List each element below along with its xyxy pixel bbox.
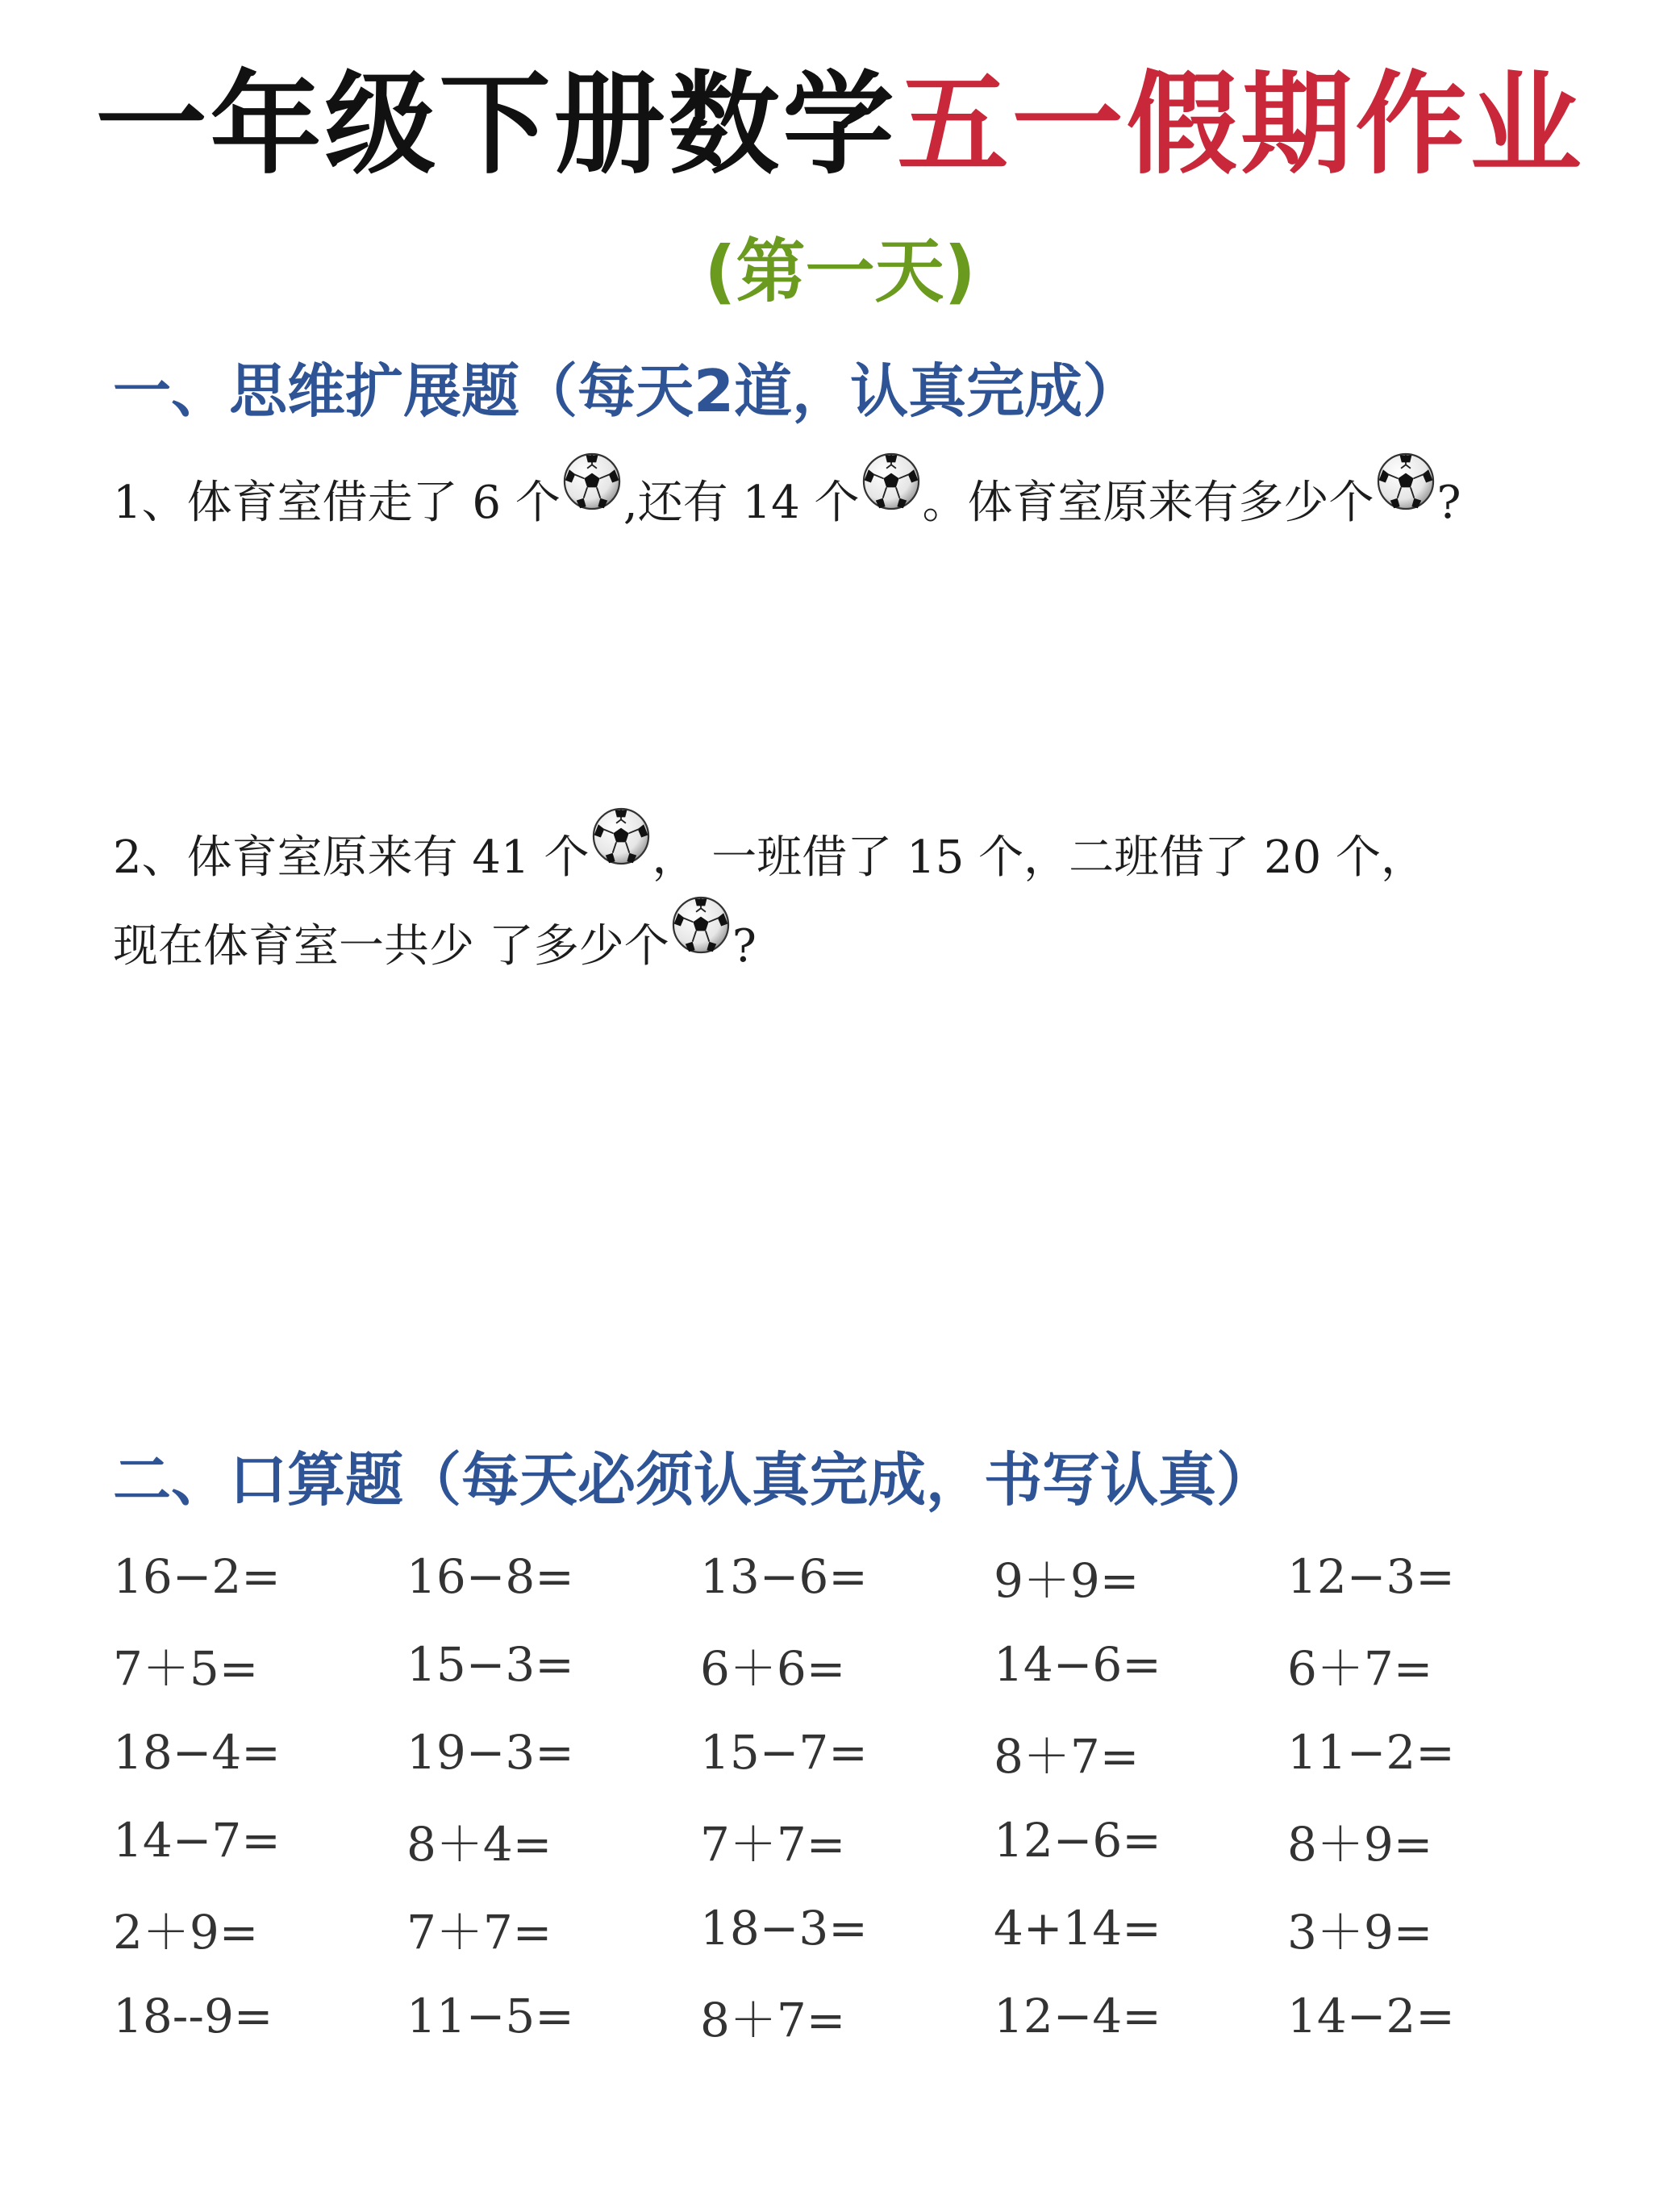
arithmetic-problem: 14−6=	[994, 1636, 1161, 1692]
arithmetic-problem: 15−7=	[700, 1724, 868, 1780]
soccer-ball-icon	[591, 806, 651, 866]
arithmetic-problem: 6＋6=	[700, 1640, 846, 1696]
arithmetic-problem: 16−8=	[406, 1548, 574, 1604]
arithmetic-problem: 2＋9=	[113, 1904, 259, 1960]
page-subtitle: (第一天)	[704, 231, 976, 312]
arithmetic-problem: 18−4=	[113, 1724, 281, 1780]
arithmetic-problem: 4+14=	[994, 1900, 1161, 1956]
section1-heading: 一、思维扩展题（每天2道，认真完成）	[113, 357, 1141, 425]
question-2-text-a: 2、体育室原来有 41 个	[113, 831, 590, 884]
question-1-text-a: 1、体育室借走了 6 个	[113, 477, 561, 529]
title-holiday: 五一假期作业	[897, 60, 1585, 190]
soccer-ball-icon	[671, 895, 731, 955]
question-2-text-b: ， 一班借了 15 个，二班借了 20 个，	[652, 831, 1427, 884]
question-2-text-c: 现在体育室一共少 了多少个	[113, 920, 669, 973]
title-grade: 一年级下册数学	[95, 60, 898, 190]
arithmetic-problem: 12−6=	[994, 1812, 1161, 1868]
problem-row	[113, 1884, 1581, 1972]
arithmetic-problem: 19−3=	[406, 1724, 574, 1780]
arithmetic-problem: 18--9=	[113, 1988, 273, 2043]
arithmetic-problem: 7＋5=	[113, 1640, 259, 1696]
arithmetic-problem: 8＋7=	[700, 1992, 846, 2048]
arithmetic-problem: 18−3=	[700, 1900, 868, 1956]
arithmetic-problem: 8＋9=	[1287, 1816, 1433, 1872]
problem-row	[113, 1708, 1581, 1796]
arithmetic-problem: 12−4=	[994, 1988, 1161, 2043]
arithmetic-problem: 14−7=	[113, 1812, 281, 1868]
arithmetic-problem: 7＋7=	[700, 1816, 846, 1872]
problem-row	[113, 1796, 1581, 1884]
question-2-line-1	[113, 806, 1426, 902]
question-1-text-c: 。体育室原来有多少个	[922, 477, 1374, 529]
arithmetic-problem: 11−2=	[1287, 1724, 1455, 1780]
arithmetic-problem: 12−3=	[1287, 1548, 1455, 1604]
arithmetic-problem: 8＋4=	[406, 1816, 552, 1872]
problem-row	[113, 1972, 1581, 2060]
arithmetic-problem: 14−2=	[1287, 1988, 1455, 2043]
arithmetic-problem: 3＋9=	[1287, 1904, 1433, 1960]
question-1-text-d: ?	[1436, 477, 1461, 529]
arithmetic-grid	[113, 1532, 1581, 2060]
problem-row	[113, 1620, 1581, 1708]
arithmetic-problem: 9＋9=	[994, 1552, 1140, 1608]
problem-row	[113, 1532, 1581, 1620]
page-title	[0, 56, 1680, 194]
soccer-ball-icon	[562, 452, 622, 511]
question-2-line-2	[113, 895, 757, 991]
arithmetic-problem: 13−6=	[700, 1548, 868, 1604]
arithmetic-problem: 6＋7=	[1287, 1640, 1433, 1696]
arithmetic-problem: 15−3=	[406, 1636, 574, 1692]
arithmetic-problem: 16−2=	[113, 1548, 281, 1604]
question-1	[113, 452, 1461, 548]
soccer-ball-icon	[1376, 452, 1436, 511]
question-2-text-d: ?	[732, 920, 757, 973]
section2-heading: 二、口算题（每天必须认真完成，书写认真）	[113, 1446, 1275, 1514]
arithmetic-problem: 11−5=	[406, 1988, 574, 2043]
arithmetic-problem: 7＋7=	[406, 1904, 552, 1960]
soccer-ball-icon	[861, 452, 921, 511]
question-1-text-b: ,还有 14 个	[623, 477, 860, 529]
arithmetic-problem: 8＋7=	[994, 1728, 1140, 1784]
